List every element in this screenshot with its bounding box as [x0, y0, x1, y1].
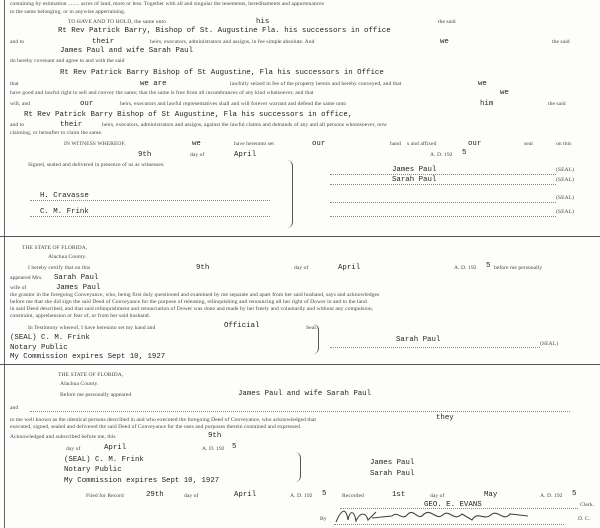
text-line: executed, signed, sealed and delivered the said Deed of Conveyance for the uses and purposes therein contained and expressed. — [10, 424, 302, 430]
deputy-clerk-label: D. C. — [578, 516, 591, 522]
clerk-signature-scrawl — [332, 506, 542, 526]
filled-value: April — [234, 151, 257, 159]
filled-value: 5 — [572, 490, 577, 498]
filled-value: we — [440, 38, 449, 46]
filled-value: 9th — [138, 151, 152, 159]
text-line: In Testimony whereof, I have hereunto set my hand and — [28, 325, 156, 331]
brace — [312, 324, 319, 354]
text-line: on this — [556, 141, 572, 147]
text-line: claiming, or hereafter to claim the same. — [10, 130, 103, 136]
filled-value: our — [468, 140, 482, 148]
witness-line — [30, 200, 270, 201]
filled-value: their — [60, 121, 83, 129]
filled-value: we — [478, 80, 487, 88]
signature-line — [330, 347, 540, 348]
text-line: lawfully seized in fee of the property herein and hereby conveyed, and that — [230, 81, 402, 87]
text-line: have hereunto set — [234, 141, 274, 147]
text-line: day of — [66, 446, 81, 452]
filled-value: Rt Rev Patrick Barry Bishop of St Augustine, Fla his successors in office, — [24, 111, 353, 119]
filled-value: 5 — [322, 490, 327, 498]
witness-name: C. M. Frink — [40, 208, 89, 216]
filled-value: our — [312, 140, 326, 148]
text-line: appeared Mrs. — [10, 275, 43, 281]
text-line: A. D. 192 — [454, 265, 477, 271]
seal-label: (SEAL) — [556, 167, 575, 173]
filled-value: Sarah Paul — [54, 274, 99, 282]
text-line: s and affixed — [407, 141, 437, 147]
text-line: TO HAVE AND TO HOLD, the same unto — [68, 19, 166, 25]
filled-value: April — [234, 491, 257, 499]
filled-value: 5 — [462, 149, 467, 157]
notary-seal-name: (SEAL) C. M. Frink — [64, 456, 144, 464]
text-line: heirs, executors, administrators and assigns, against the lawful claims and demands of any and all persons whomsoever, now — [102, 122, 388, 128]
text-line: before me personally — [494, 265, 543, 271]
section-divider — [0, 364, 600, 365]
text-line: A. D. 192 — [290, 493, 313, 499]
filled-value: they — [436, 414, 454, 422]
text-line: seal — [524, 141, 533, 147]
text-line: the said — [438, 19, 456, 25]
text-line: Seal. — [306, 325, 318, 331]
text-line: have good and lawful right to sell and convey the same; that the same is free from all incumbrances of any kind whatsoever, and that — [10, 90, 314, 96]
seal-label: (SEAL) — [556, 195, 575, 201]
filled-value: we — [500, 89, 509, 97]
text-line: hand — [390, 141, 402, 147]
text-line: before me that she did sign the said Deed of Conveyance for the purpose of releasing, relinquishing and renouncing all her right of Dower in and to the land — [10, 299, 367, 305]
text-line: IN WITNESS WHEREOF, — [64, 141, 126, 147]
filled-value: our — [80, 100, 94, 108]
brace — [286, 160, 293, 228]
signature-sarah-paul: Sarah Paul — [370, 470, 415, 478]
text-line: the said — [552, 39, 570, 45]
filled-value: 5 — [486, 262, 491, 270]
text-line: in said Deed described, and that said relinquishment and renunciation of Dower was done and made by her freely and voluntarily and without any compulsion, — [10, 306, 374, 312]
text-line: Before me personally appeared — [60, 392, 132, 398]
signature-sarah-paul: Sarah Paul — [392, 176, 437, 184]
county-heading: Alachua County. — [60, 381, 99, 387]
text-line: Signed, sealed and delivered in presence of us as witnesses: — [28, 162, 165, 168]
filled-value: we — [192, 140, 201, 148]
text-line: day of — [294, 265, 309, 271]
signature-line — [330, 202, 556, 203]
filled-value: 1st — [392, 491, 406, 499]
filled-value: we are — [140, 80, 167, 88]
clerk-label: Clerk. — [580, 502, 595, 508]
text-line: Recorded — [342, 493, 364, 499]
text-line: that — [10, 81, 19, 87]
text-line: and — [10, 405, 19, 411]
filled-value: James Paul and wife Sarah Paul — [60, 47, 194, 55]
text-line: Filed for Record — [86, 493, 124, 499]
text-line: and to — [10, 122, 25, 128]
text-line: wife of — [10, 285, 27, 291]
signature-line — [334, 524, 564, 525]
text-line: containing by estimation ........ acres of land, more or less. Together with all and singular the tenements, hereditaments and appurtenances — [10, 1, 325, 7]
signature-line — [330, 216, 556, 217]
filled-value: him — [480, 100, 494, 108]
clerk-name: GEO. E. EVANS — [424, 501, 482, 509]
text-line: the grantor in the foregoing Conveyance, who, being first duly questioned and examined by me separate and apart from her said husband, says and acknowledges — [10, 292, 380, 298]
text-line: A. D. 192 — [430, 152, 453, 158]
notary-title: Notary Public — [64, 466, 122, 474]
page-edge-line — [4, 0, 5, 528]
signature-james-paul: James Paul — [392, 166, 437, 174]
signature-line — [330, 184, 556, 185]
filled-value: 5 — [232, 443, 237, 451]
seal-label: (SEAL) — [556, 209, 575, 215]
signature-james-paul: James Paul — [370, 459, 415, 467]
filled-value: May — [484, 491, 498, 499]
brace — [294, 452, 301, 482]
section-divider — [0, 236, 600, 237]
seal-label: (SEAL) — [540, 341, 559, 347]
filled-value: James Paul — [56, 284, 101, 292]
signature-line — [330, 174, 556, 175]
signature-sarah-paul: Sarah Paul — [396, 336, 441, 344]
filled-value: 9th — [196, 264, 210, 272]
witness-line — [30, 216, 270, 217]
text-line: the said — [548, 101, 566, 107]
seal-label: (SEAL) — [556, 177, 575, 183]
filled-value: Rt Rev Patrick Barry, Bishop of St. Augustine Fla. his successors in office — [58, 27, 391, 35]
county-heading: Alachua County. — [48, 254, 87, 260]
state-heading: THE STATE OF FLORIDA, — [22, 245, 88, 251]
text-line: I hereby certify that on this — [28, 265, 91, 271]
text-line: day of — [430, 493, 445, 499]
text-line: Acknowledged and subscribed before me, this — [10, 434, 116, 440]
text-line: and to — [10, 39, 25, 45]
by-label: By — [320, 516, 327, 522]
text-line: heirs, executors, administrators and assigns, in fee simple absolute. And — [150, 39, 315, 45]
filled-value: James Paul and wife Sarah Paul — [238, 390, 372, 398]
text-line: A. D. 192 — [540, 493, 563, 499]
text-line: day of — [190, 152, 205, 158]
notary-seal-name: (SEAL) C. M. Frink — [10, 334, 90, 342]
text-line: will, and — [10, 101, 31, 107]
filled-value: April — [104, 444, 127, 452]
filled-value: Rt Rev Patrick Barry Bishop of St Augustine, Fla his successors in Office — [60, 69, 384, 77]
state-heading: THE STATE OF FLORIDA, — [58, 372, 124, 378]
fill-line — [30, 411, 570, 412]
text-line: to the same belonging, or in anywise appertaining. — [10, 9, 126, 15]
filled-value: 9th — [208, 432, 222, 440]
commission-expiry: My Commission expires Sept 10, 1927 — [10, 353, 166, 361]
text-line: do hereby covenant and agree to and with the said — [10, 58, 125, 64]
filled-value: Official — [224, 322, 260, 330]
text-line: constraint, apprehension or fear of, or from her said husband. — [10, 313, 151, 319]
filled-value: 29th — [146, 491, 164, 499]
filled-value: April — [338, 264, 361, 272]
text-line: heirs, executors and lawful representatives shall and will forever warrant and defend the same unto — [120, 101, 347, 107]
filled-value: their — [92, 38, 115, 46]
text-line: A. D. 192 — [202, 446, 225, 452]
text-line: to me well known as the identical persons described in and who executed the foregoing Deed of Conveyance, who acknowledged that — [10, 417, 316, 423]
witness-name: H. Cravasse — [40, 192, 89, 200]
commission-expiry: My Commission expires Sept 10, 1927 — [64, 477, 220, 485]
text-line: day of — [184, 493, 199, 499]
notary-title: Notary Public — [10, 344, 68, 352]
filled-value: his — [256, 18, 270, 26]
